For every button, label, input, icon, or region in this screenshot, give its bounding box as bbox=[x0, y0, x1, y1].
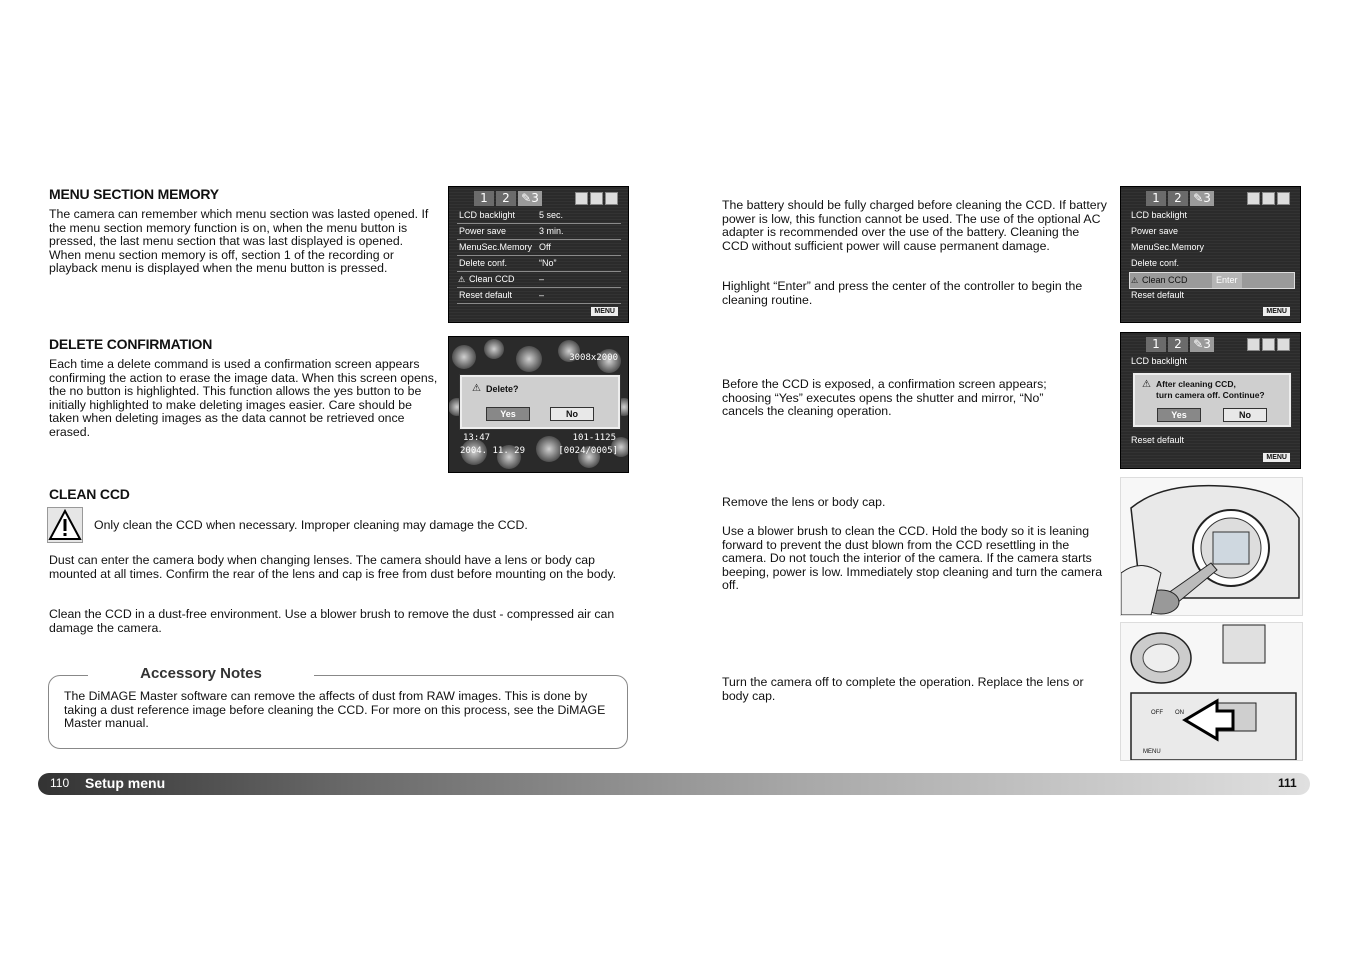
yes-button[interactable]: Yes bbox=[486, 407, 530, 421]
warning-icon: ⚠ bbox=[458, 275, 466, 284]
playback-icon bbox=[1262, 338, 1275, 351]
lcd-row: Power save bbox=[1131, 226, 1179, 236]
lcd-row: LCD backlight bbox=[1131, 356, 1188, 366]
remove-lens-paragraph: Remove the lens or body cap. bbox=[722, 495, 886, 509]
accessory-notes-text: The DiMAGE Master software can remove the affects of dust from RAW images. This is done by taking a dust reference image before cleaning the CCD. For more on this process, see the DiMAGE Master manual. bbox=[64, 689, 606, 731]
highlight-enter-paragraph: Highlight “Enter” and press the center of the controller to begin the cleaning routine. bbox=[722, 279, 1083, 307]
capture-date: 2004. 11. 29 bbox=[460, 446, 526, 456]
delete-prompt: Delete? bbox=[486, 384, 519, 394]
lcd-row: MenuSec.Memory bbox=[1131, 242, 1205, 252]
folder-file-number: 101-1125 bbox=[572, 433, 616, 443]
tab-1: 1 bbox=[474, 191, 494, 206]
lcd-row-selected: ⚠ Clean CCD Enter bbox=[1129, 272, 1295, 289]
footer-bar bbox=[38, 773, 1310, 795]
gear-icon bbox=[605, 192, 618, 205]
wrench-icon: ✎ bbox=[1193, 337, 1204, 351]
no-button[interactable]: No bbox=[550, 407, 594, 421]
left-page-number: 110 bbox=[50, 776, 70, 790]
warning-icon: ⚠ bbox=[472, 383, 481, 394]
lcd-row: LCD backlight 5 sec. bbox=[457, 208, 621, 224]
lcd-delete-screen bbox=[448, 336, 629, 473]
menu-indicator: MENU bbox=[591, 307, 618, 316]
wrench-icon: ✎ bbox=[1193, 191, 1204, 205]
gear-icon bbox=[1277, 192, 1290, 205]
confirmation-paragraph: Before the CCD is exposed, a confirmation screen appears; choosing “Yes” executes opens the shutter and mirror, “No” cancels the cleaning operation. bbox=[722, 377, 1047, 419]
clean-ccd-warning-text: Only clean the CCD when necessary. Improper cleaning may damage the CCD. bbox=[94, 518, 528, 532]
tab-3-setup: ✎3 bbox=[518, 191, 542, 206]
dialog-message-line-2: turn camera off. Continue? bbox=[1156, 390, 1265, 400]
lcd-clean-ccd-enter-screen bbox=[1120, 186, 1301, 323]
lcd-row: Clean CCD ⚠ – bbox=[457, 272, 621, 288]
lcd-row: MenuSec.Memory Off bbox=[457, 240, 621, 256]
battery-paragraph: The battery should be fully charged before cleaning the CCD. If battery power is low, this function cannot be used. The use of the optional AC adapter is recommended over the use of the battery. Cleaning the CCD without sufficient power will cause permanent damage. bbox=[722, 198, 1107, 253]
clean-ccd-heading: CLEAN CCD bbox=[49, 486, 130, 502]
tab-1: 1 bbox=[1146, 191, 1166, 206]
clean-ccd-paragraph-1: Dust can enter the camera body when changing lenses. The camera should have a lens or body cap mounted at all times. Confirm the rear of the lens and cap is free from dust before mounting on the body. bbox=[49, 553, 617, 581]
warning-icon: ⚠ bbox=[1142, 379, 1151, 390]
blower-brush-paragraph: Use a blower brush to clean the CCD. Hold the body so it is leaning forward to prevent the dust blown from the CCD resettling in the camera. Do not touch the interior of the camera. If the camera starts beeping, power is low. Immediately stop cleaning and turn the camera off. bbox=[722, 524, 1103, 593]
dial-menu-label: MENU bbox=[1143, 749, 1161, 755]
wrench-icon: ✎ bbox=[521, 191, 532, 205]
lcd-row: Delete conf. “No” bbox=[457, 256, 621, 272]
camera-icon bbox=[1247, 192, 1260, 205]
playback-icon bbox=[1262, 192, 1275, 205]
tab-2: 2 bbox=[1168, 191, 1188, 206]
capture-time: 13:47 bbox=[463, 433, 491, 443]
clean-ccd-dialog bbox=[1133, 373, 1291, 427]
tab-2: 2 bbox=[1168, 337, 1188, 352]
tab-3-setup: ✎3 bbox=[1190, 191, 1214, 206]
menu-section-memory-heading: MENU SECTION MEMORY bbox=[49, 186, 219, 202]
lcd-row: Reset default bbox=[1131, 435, 1185, 445]
accessory-notes-title: Accessory Notes bbox=[88, 665, 314, 683]
right-page-number: 111 bbox=[1278, 776, 1297, 790]
playback-icon bbox=[590, 192, 603, 205]
warning-icon: ⚠ bbox=[1131, 276, 1139, 285]
lcd-row: LCD backlight bbox=[1131, 210, 1188, 220]
menu-indicator: MENU bbox=[1263, 453, 1290, 462]
no-button[interactable]: No bbox=[1223, 408, 1267, 422]
image-size: 3008x2000 bbox=[569, 353, 618, 363]
left-section-title: Setup menu bbox=[85, 775, 166, 791]
dial-on-label: ON bbox=[1175, 710, 1184, 716]
yes-button[interactable]: Yes bbox=[1157, 408, 1201, 422]
delete-dialog bbox=[460, 375, 620, 429]
delete-confirmation-text: Each time a delete command is used a confirmation screen appears confirming the action to erase the image data. When this screen opens, the no button is highlighted. This function allows the yes button to be initially highlighted to make deleting images easier. Care should be taken when deleting images as the data cannot be retrieved once erased. bbox=[49, 357, 438, 439]
lcd-clean-ccd-confirm-screen bbox=[1120, 332, 1301, 469]
tab-1: 1 bbox=[1146, 337, 1166, 352]
clean-ccd-paragraph-2: Clean the CCD in a dust-free environment. Use a blower brush to remove the dust - compressed air can damage the camera. bbox=[49, 607, 615, 635]
camera-icon bbox=[575, 192, 588, 205]
dialog-message-line-1: After cleaning CCD, bbox=[1156, 379, 1236, 389]
camera-dial-illustration bbox=[1120, 622, 1303, 761]
warning-icon bbox=[47, 507, 83, 543]
gear-icon bbox=[1277, 338, 1290, 351]
turn-off-paragraph: Turn the camera off to complete the operation. Replace the lens or body cap. bbox=[722, 675, 1084, 703]
tab-2: 2 bbox=[496, 191, 516, 206]
camera-blower-illustration bbox=[1120, 477, 1303, 616]
dial-off-label: OFF bbox=[1151, 710, 1163, 716]
menu-indicator: MENU bbox=[1263, 307, 1290, 316]
lcd-row: Power save 3 min. bbox=[457, 224, 621, 240]
lcd-row: Reset default bbox=[1131, 290, 1185, 300]
delete-confirmation-heading: DELETE CONFIRMATION bbox=[49, 336, 213, 352]
frame-counter: [0024/0005] bbox=[558, 446, 618, 456]
lcd-setup-menu-screen bbox=[448, 186, 629, 323]
menu-section-memory-text: The camera can remember which menu section was lasted opened. If the menu section memory function is on, when the menu button is pressed, the last menu section that was last displayed is opened. When menu section memory is off, section 1 of the recording or playback menu is displayed when the menu button is pressed. bbox=[49, 207, 429, 276]
camera-icon bbox=[1247, 338, 1260, 351]
lcd-row: Reset default – bbox=[457, 288, 621, 304]
lcd-row: Delete conf. bbox=[1131, 258, 1180, 268]
tab-3-setup: ✎3 bbox=[1190, 337, 1214, 352]
